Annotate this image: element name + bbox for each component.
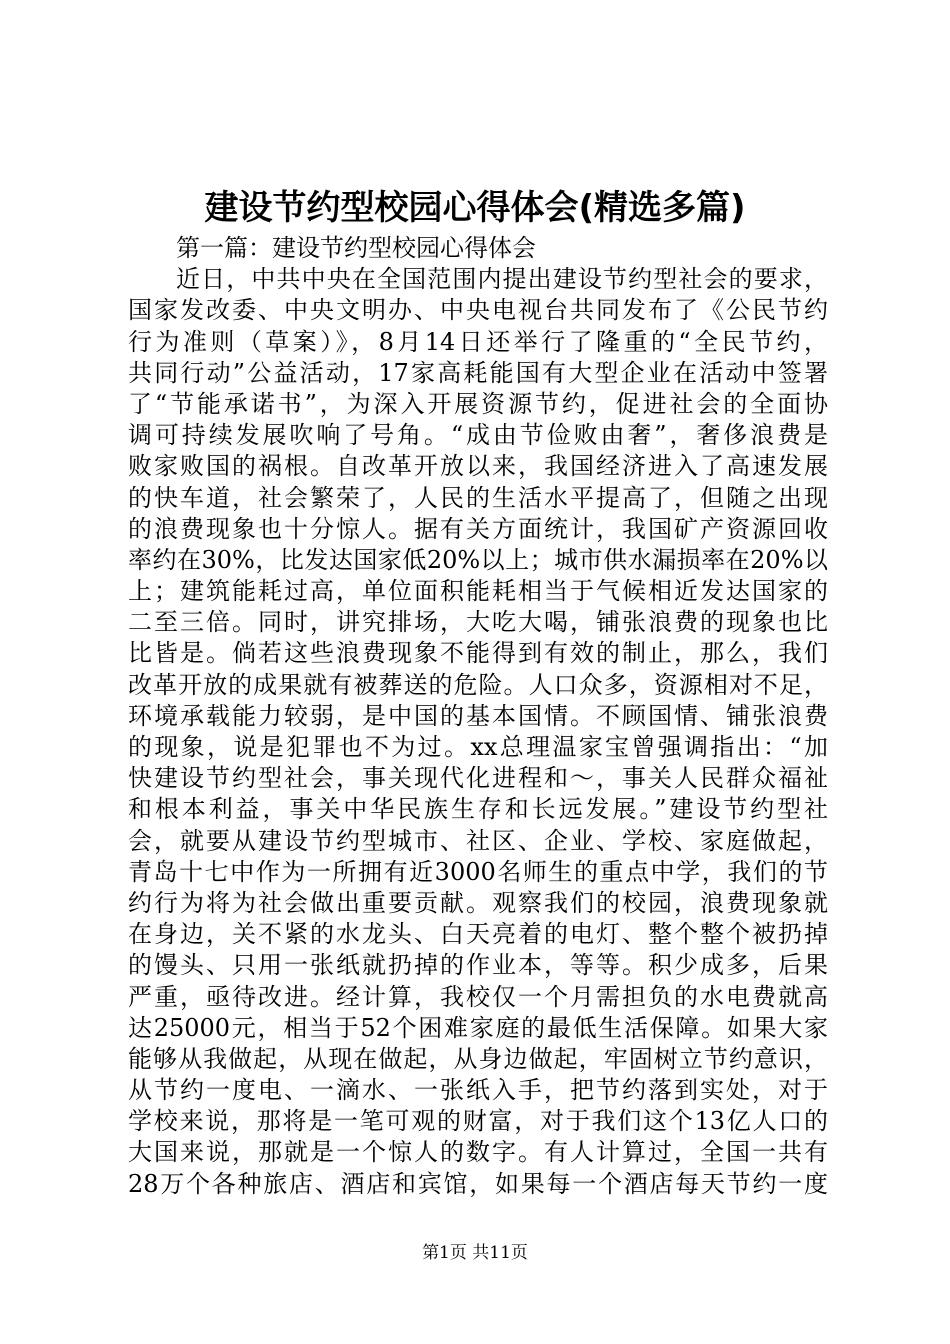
paragraph-line: 的浪费现象也十分惊人。据有关方面统计，我国矿产资源回收 xyxy=(128,514,828,543)
paragraph-line: 会，就要从建设节约型城市、社区、企业、学校、家庭做起， xyxy=(128,826,828,855)
paragraph-line: 改革开放的成果就有被葬送的危险。人口众多，资源相对不足， xyxy=(128,670,828,699)
paragraph-line: 的快车道，社会繁荣了，人民的生活水平提高了，但随之出现 xyxy=(128,483,828,512)
paragraph-line: 能够从我做起，从现在做起，从身边做起，牢固树立节约意识， xyxy=(128,1044,828,1073)
paragraph-line: 环境承载能力较弱，是中国的基本国情。不顾国情、铺张浪费 xyxy=(128,701,828,730)
paragraph-line: 率约在30%，比发达国家低20%以上；城市供水漏损率在20%以 xyxy=(128,545,828,574)
paragraph-line: 在身边，关不紧的水龙头、白天亮着的电灯、整个整个被扔掉 xyxy=(128,920,828,949)
paragraph-line: 达25000元，相当于52个困难家庭的最低生活保障。如果大家 xyxy=(128,1013,828,1042)
paragraph-line: 比皆是。倘若这些浪费现象不能得到有效的制止，那么，我们 xyxy=(128,639,828,668)
paragraph-line: 败家败国的祸根。自改革开放以来，我国经济进入了高速发展 xyxy=(128,452,828,481)
paragraph-line: 和根本利益，事关中华民族生存和长远发展。”建设节约型社 xyxy=(128,795,828,824)
paragraph-line: 二至三倍。同时，讲究排场，大吃大喝，铺张浪费的现象也比 xyxy=(128,608,828,637)
paragraph-line: 近日，中共中央在全国范围内提出建设节约型社会的要求， xyxy=(176,265,828,294)
paragraph-line: 的现象，说是犯罪也不为过。xx总理温家宝曾强调指出：“加 xyxy=(128,733,828,761)
paragraph-line: 的馒头、只用一张纸就扔掉的作业本，等等。积少成多，后果 xyxy=(128,951,828,980)
paragraph-line: 青岛十七中作为一所拥有近3000名师生的重点中学，我们的节 xyxy=(128,857,828,886)
paragraph-line: 大国来说，那就是一个惊人的数字。有人计算过，全国一共有 xyxy=(128,1138,828,1167)
paragraph-line: 严重，亟待改进。经计算，我校仅一个月需担负的水电费就高 xyxy=(128,982,828,1011)
paragraph-line: 了“节能承诺书”，为深入开展资源节约，促进社会的全面协 xyxy=(128,389,828,418)
paragraph-line: 行为准则（草案）》，8月14日还举行了隆重的“全民节约， xyxy=(128,327,828,356)
paragraph-line: 国家发改委、中央文明办、中央电视台共同发布了《公民节约 xyxy=(128,296,828,325)
paragraph-line: 学校来说，那将是一笔可观的财富，对于我们这个13亿人口的 xyxy=(128,1107,828,1136)
paragraph-line: 上；建筑能耗过高，单位面积能耗相当于气候相近发达国家的 xyxy=(128,577,828,606)
page-number-footer: 第1页 共11页 xyxy=(422,1243,528,1263)
paragraph-line: 28万个各种旅店、酒店和宾馆，如果每一个酒店每天节约一度 xyxy=(128,1169,828,1198)
paragraph-line: 从节约一度电、一滴水、一张纸入手，把节约落到实处，对于 xyxy=(128,1076,828,1105)
paragraph-line: 约行为将为社会做出重要贡献。观察我们的校园，浪费现象就 xyxy=(128,888,828,917)
paragraph-line: 共同行动”公益活动，17家高耗能国有大型企业在活动中签署 xyxy=(128,358,828,387)
section-heading: 第一篇：建设节约型校园心得体会 xyxy=(176,234,536,262)
document-body xyxy=(128,233,828,1200)
document-title: 建设节约型校园心得体会(精选多篇) xyxy=(204,188,746,228)
paragraph-line: 调可持续发展吹响了号角。“成由节俭败由奢”，奢侈浪费是 xyxy=(128,421,828,450)
paragraph-line: 快建设节约型社会，事关现代化进程和～，事关人民群众福祉 xyxy=(128,764,828,793)
